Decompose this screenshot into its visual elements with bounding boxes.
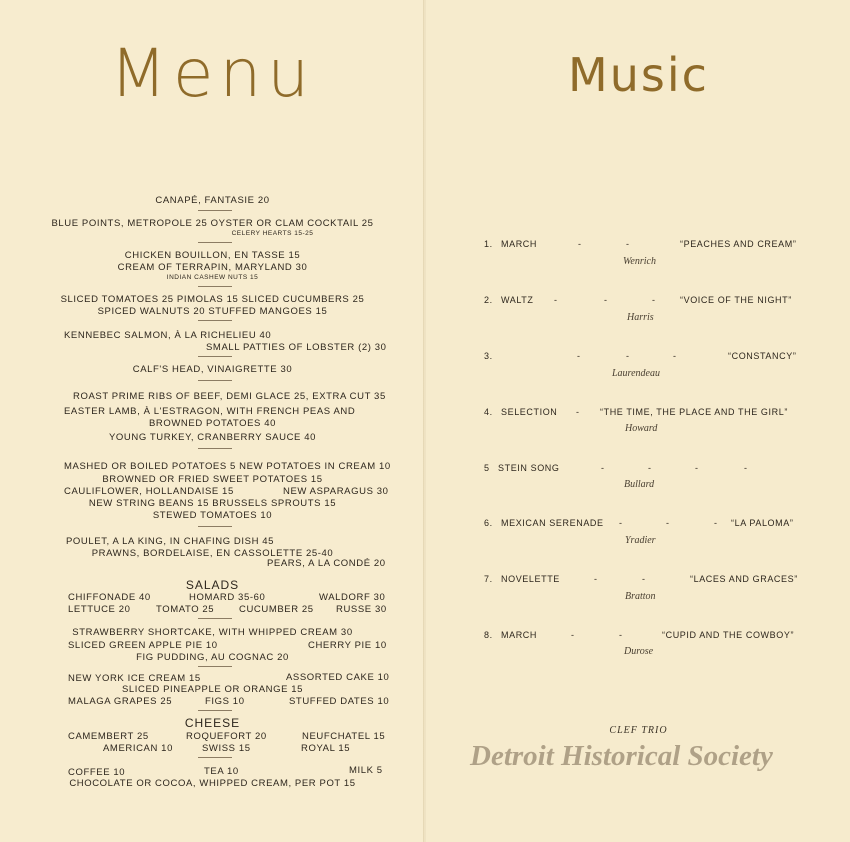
menu-item-chiffonade: CHIFFONADE 40 (68, 592, 151, 603)
menu-item-patties: SMALL PATTIES OF LOBSTER (2) 30 (206, 342, 387, 353)
menu-item-chocolate: CHOCOLATE OR COCOA, WHIPPED CREAM, PER POT 15 (69, 778, 356, 789)
music-number: 4. (484, 407, 493, 417)
leader-dash: - (626, 239, 629, 249)
menu-item-coffee: COFFEE 10 (68, 767, 126, 778)
menu-item-canape: CANAPÉ, FANTASIE 20 (155, 195, 270, 206)
music-piece-title: “LACES AND GRACES” (690, 574, 798, 584)
menu-item-turkey: YOUNG TURKEY, CRANBERRY SAUCE 40 (109, 432, 316, 443)
menu-item-figs: FIGS 10 (205, 696, 245, 707)
menu-item-dates: STUFFED DATES 10 (289, 696, 390, 707)
menu-item-ice-cream: NEW YORK ICE CREAM 15 (68, 673, 201, 684)
leader-dash: - (619, 518, 622, 528)
leader-dash: - (652, 295, 655, 305)
music-page (425, 0, 850, 842)
menu-item-swiss: SWISS 15 (202, 743, 251, 754)
menu-item-cherry-pie: CHERRY PIE 10 (308, 640, 387, 651)
music-composer: Bratton (625, 591, 656, 602)
divider (198, 618, 232, 619)
music-piece-name: WALTZ (501, 295, 534, 305)
menu-item-cashew: INDIAN CASHEW NUTS 15 (166, 274, 259, 281)
music-piece-name: MARCH (501, 239, 537, 249)
divider (198, 757, 232, 758)
menu-item-american: AMERICAN 10 (103, 743, 173, 754)
divider (198, 380, 232, 381)
menu-item-lettuce: LETTUCE 20 (68, 604, 131, 615)
divider (198, 320, 232, 321)
leader-dash: - (648, 463, 651, 473)
menu-item-browned-potatoes: BROWNED POTATOES 40 (148, 418, 276, 429)
leader-dash: - (666, 518, 669, 528)
menu-item-terrapin: CREAM OF TERRAPIN, MARYLAND 30 (117, 262, 308, 273)
menu-item-stewed-tomatoes: STEWED TOMATOES 10 (152, 510, 273, 521)
music-composer: Laurendeau (612, 368, 660, 379)
menu-row-walnuts: SPICED WALNUTS 20 STUFFED MANGOES 15 (97, 306, 328, 317)
music-piece-title: “VOICE OF THE NIGHT” (680, 295, 792, 305)
music-piece-title: “THE TIME, THE PLACE AND THE GIRL” (600, 407, 788, 417)
divider (198, 710, 232, 711)
divider (198, 356, 232, 357)
menu-item-calfs-head: CALF'S HEAD, VINAIGRETTE 30 (132, 364, 293, 375)
menu-item-homard: HOMARD 35-60 (189, 592, 266, 603)
menu-item-assorted-cake: ASSORTED CAKE 10 (286, 672, 390, 683)
menu-item-fig-pudding: FIG PUDDING, AU COGNAC 20 (136, 652, 289, 663)
leader-dash: - (695, 463, 698, 473)
menu-item-asparagus: NEW ASPARAGUS 30 (283, 486, 389, 497)
leader-dash: - (619, 630, 622, 640)
music-piece-title: “CONSTANCY” (728, 351, 797, 361)
menu-item-cauliflower: CAULIFLOWER, HOLLANDAISE 15 (64, 486, 234, 497)
leader-dash: - (554, 295, 557, 305)
leader-dash: - (578, 239, 581, 249)
menu-item-prawns: PRAWNS, BORDELAISE, EN CASSOLETTE 25-40 (91, 548, 334, 559)
music-composer: Harris (627, 312, 654, 323)
music-number: 5 (484, 463, 490, 473)
menu-item-blue-points: BLUE POINTS, METROPOLE 25 OYSTER OR CLAM COCKTAIL 25 (51, 218, 374, 229)
music-number: 3. (484, 351, 493, 361)
menu-item-string-beans: NEW STRING BEANS 15 BRUSSELS SPROUTS 15 (88, 498, 337, 509)
divider (198, 242, 232, 243)
music-number: 1. (484, 239, 493, 249)
music-piece-name: STEIN SONG (498, 463, 560, 473)
leader-dash: - (744, 463, 747, 473)
music-piece-title: “LA PALOMA” (731, 518, 794, 528)
leader-dash: - (626, 351, 629, 361)
menu-item-poulet: POULET, A LA KING, IN CHAFING DISH 45 (66, 536, 275, 547)
menu-item-browned-sweet: BROWNED OR FRIED SWEET POTATOES 15 (102, 474, 323, 485)
music-number: 2. (484, 295, 493, 305)
menu-item-camembert: CAMEMBERT 25 (68, 731, 149, 742)
menu-item-shortcake: STRAWBERRY SHORTCAKE, WITH WHIPPED CREAM 30 (72, 627, 353, 638)
leader-dash: - (594, 574, 597, 584)
leader-dash: - (601, 463, 604, 473)
watermark: Detroit Historical Society (470, 740, 773, 772)
menu-item-mashed: MASHED OR BOILED POTATOES 5 NEW POTATOES IN CREAM 10 (64, 461, 391, 472)
menu-row-tomatoes: SLICED TOMATOES 25 PIMOLAS 15 SLICED CUCUMBERS 25 (60, 294, 365, 305)
menu-item-neufchatel: NEUFCHATEL 15 (302, 731, 386, 742)
leader-dash: - (604, 295, 607, 305)
music-composer: Bullard (624, 479, 655, 490)
menu-item-tea: TEA 10 (204, 766, 239, 777)
menu-item-cucumber: CUCUMBER 25 (239, 604, 314, 615)
divider (198, 286, 232, 287)
divider (198, 666, 232, 667)
menu-item-easter-lamb: EASTER LAMB, À L'ESTRAGON, WITH FRENCH PEAS AND (64, 406, 356, 417)
menu-item-chicken: CHICKEN BOUILLON, EN TASSE 15 (124, 250, 301, 261)
music-piece-title: “CUPID AND THE COWBOY” (662, 630, 795, 640)
menu-item-celery: CELERY HEARTS 15-25 (231, 230, 314, 237)
music-composer: Durose (624, 646, 654, 657)
music-number: 8. (484, 630, 493, 640)
music-piece-title: “PEACHES AND CREAM” (680, 239, 797, 249)
menu-item-malaga: MALAGA GRAPES 25 (68, 696, 173, 707)
leader-dash: - (642, 574, 645, 584)
menu-item-pineapple: SLICED PINEAPPLE OR ORANGE 15 (121, 684, 304, 695)
menu-item-pears: PEARS, A LA CONDÉ 20 (267, 558, 386, 569)
music-piece-name: SELECTION (501, 407, 558, 417)
divider (198, 448, 232, 449)
music-piece-name: MEXICAN SERENADE (501, 518, 604, 528)
menu-item-roast-beef: ROAST PRIME RIBS OF BEEF, DEMI GLACE 25, EXTRA CUT 35 (73, 391, 386, 402)
menu-item-roquefort: ROQUEFORT 20 (186, 731, 267, 742)
music-title: Music (568, 48, 709, 102)
music-piece-name: MARCH (501, 630, 537, 640)
menu-item-waldorf: WALDORF 30 (319, 592, 386, 603)
music-number: 6. (484, 518, 493, 528)
music-composer: Howard (625, 423, 658, 434)
divider (198, 210, 232, 211)
menu-item-apple-pie: SLICED GREEN APPLE PIE 10 (68, 640, 218, 651)
menu-item-tomato: TOMATO 25 (156, 604, 215, 615)
leader-dash: - (714, 518, 717, 528)
menu-item-royal: ROYAL 15 (301, 743, 351, 754)
divider (198, 526, 232, 527)
menu-title: Menu (109, 35, 316, 112)
music-composer: Yradier (625, 535, 656, 546)
leader-dash: - (577, 351, 580, 361)
leader-dash: - (673, 351, 676, 361)
performer-credit: CLEF TRIO (609, 725, 668, 736)
menu-item-salmon: KENNEBEC SALMON, À LA RICHELIEU 40 (64, 330, 272, 341)
menu-item-russe: RUSSE 30 (336, 604, 387, 615)
menu-item-milk: MILK 5 (349, 765, 383, 776)
leader-dash: - (576, 407, 579, 417)
music-composer: Wenrich (623, 256, 656, 267)
music-piece-name: NOVELETTE (501, 574, 560, 584)
salads-heading: SALADS (185, 578, 240, 592)
cheese-heading: CHEESE (184, 716, 241, 730)
leader-dash: - (571, 630, 574, 640)
music-number: 7. (484, 574, 493, 584)
